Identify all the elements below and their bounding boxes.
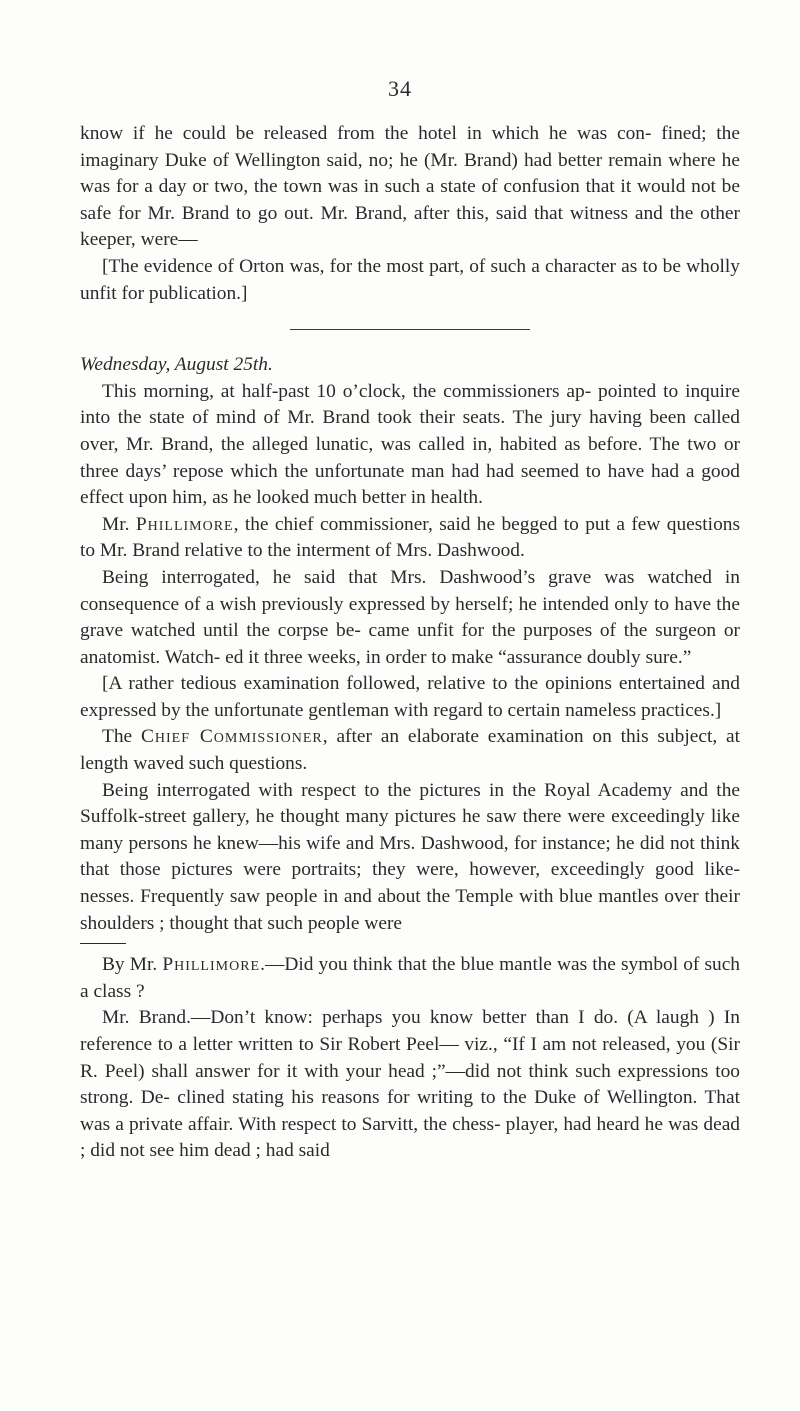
speaker-name: Chief Commissioner	[140, 726, 323, 748]
paragraph-morning-session: This morning, at half-past 10 o’clock, the commissioners ap- pointed to inquire into the state of mind of Mr. Brand took their seats. The jury having been called over, Mr. Brand, the alleged lunatic, was called in, habited as before. The two or three days’ repose which the unfortunate man had had seemed to have had a good effect upon him, as he looked much better in health.	[80, 380, 740, 509]
page-number: 34	[388, 76, 412, 101]
paragraph-brand-reply: Mr. Brand.—Don’t know: perhaps you know better than I do. (A laugh ) In reference to a letter written to Sir Robert Peel— viz., “If I am not released, you (Sir R. Peel) shall answer for it with your head ;”—did not think such expressions too strong. De- clined stating his reasons for writing to the Duke of Wellington. That was a private affair. With respect to Sarvitt, the chess- player, had heard he was dead ; did not see him dead ; had said	[80, 1007, 740, 1162]
paragraph-orton-evidence-note: [The evidence of Orton was, for the most part, of such a character as to be wholly unfit for publication.]	[80, 255, 740, 304]
paragraph-grave-watched: Being interrogated, he said that Mrs. Dashwood’s grave was watched in consequence of a wish previously expressed by herself; he intended only to have the grave watched until the corpse be- came unfit for the purposes of the surgeon or anatomist. Watch- ed it three weeks, in order to make “assurance doubly sure.”	[80, 566, 740, 668]
speaker-name: Phillimore	[162, 954, 261, 976]
section-divider	[290, 329, 530, 330]
paragraph-tedious-examination-note: [A rather tedious examination followed, relative to the opinions entertained and expressed by the unfortunate gentleman with regard to certain nameless practices.]	[80, 673, 740, 721]
text-rest: , the chief commissioner, said he begged to put a few questions to Mr. Brand relative to the interment of Mrs. Dashwood.	[80, 513, 741, 562]
text-lead: By Mr.	[102, 954, 163, 976]
text-lead: Mr.	[102, 513, 136, 535]
text-rest: .—Did you think that the blue mantle was the symbol of such a class ?	[80, 954, 740, 1002]
paragraph-chief-commissioner	[80, 724, 740, 777]
page-body	[80, 121, 740, 1165]
paragraph-orton-hotel: know if he could be released from the hotel in which he was con- fined; the imaginary Duke of Wellington said, no; he (Mr. Brand) had better remain where he was for a day or two, the town was in such a state of confusion that it would not be safe for Mr. Brand to go out. Mr. Brand, after this, said that witness and the other keeper, were—	[80, 123, 740, 251]
paragraph-blue-mantle-question	[80, 952, 740, 1005]
paragraph-phillimore-questions	[80, 512, 740, 565]
paragraph-pictures: Being interrogated with respect to the pictures in the Royal Academy and the Suffolk-street gallery, he thought many pictures he saw there were exceedingly like many persons he knew—his wife and Mrs. Dashwood, for instance; he did not think that those pictures were portraits; they were, however, exceedingly good like- nesses. Frequently saw people in and about the Temple with blue mantles over their shoulders ; thought that such people were	[80, 779, 740, 934]
dateline-heading: Wednesday, August 25th.	[80, 354, 273, 376]
speaker-name: Phillimore	[135, 513, 234, 535]
text-lead: The	[102, 726, 141, 748]
text-rest: , after an elaborate examination on this subject, at length waved such questions.	[80, 726, 741, 775]
short-divider	[80, 943, 126, 944]
